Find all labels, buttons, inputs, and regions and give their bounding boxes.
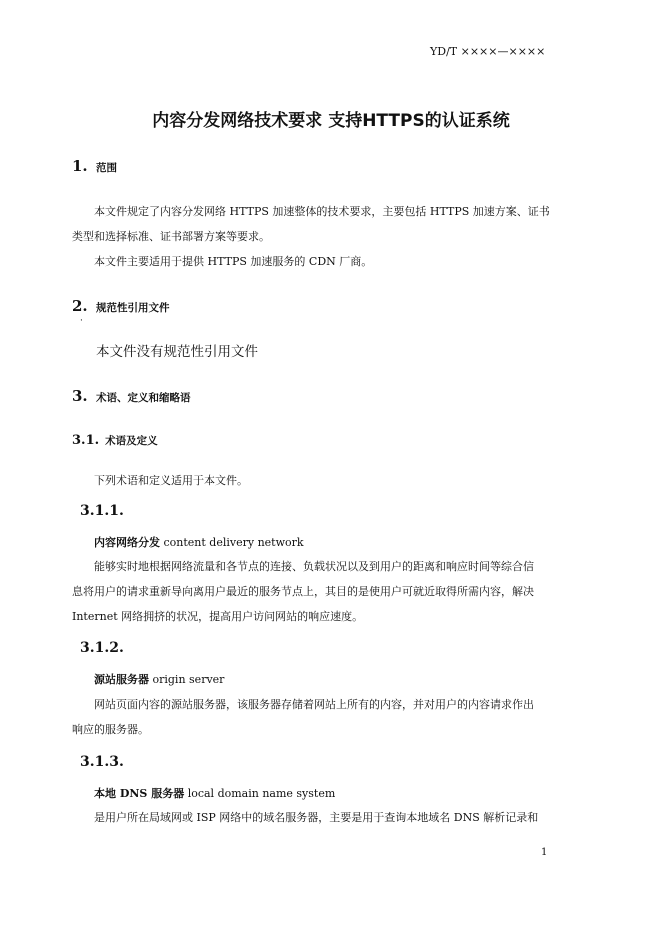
- term-3-1-1-line-1: 能够实时地根据网络流量和各节点的连接、负载状况以及到用户的距离和响应时间等综合信: [94, 560, 534, 573]
- term-chinese: 本地 DNS 服务器: [94, 787, 185, 800]
- section-title: 规范性引用文件: [96, 302, 170, 314]
- sec2-paragraph: 本文件没有规范性引用文件: [96, 344, 258, 360]
- term-english: origin server: [149, 673, 225, 686]
- section-number: 3.1.: [72, 433, 100, 448]
- sec1-paragraph-1-line-2: 类型和选择标准、证书部署方案等要求。: [72, 230, 270, 243]
- term-english: local domain name system: [184, 787, 336, 800]
- term-3-1-2-heading: [94, 671, 224, 687]
- term-chinese: 内容网络分发: [94, 536, 160, 549]
- section-2-heading: [72, 296, 170, 315]
- term-3-1-1-line-3: Internet 网络拥挤的状况，提高用户访问网站的响应速度。: [72, 610, 364, 623]
- term-3-1-1-number: 3.1.1.: [80, 503, 124, 519]
- term-chinese: 源站服务器: [94, 673, 149, 686]
- sec31-intro: 下列术语和定义适用于本文件。: [94, 474, 248, 487]
- sec1-paragraph-2: 本文件主要适用于提供 HTTPS 加速服务的 CDN 厂商。: [94, 255, 373, 268]
- section-3-1-heading: [72, 429, 158, 448]
- section-title: 范围: [96, 162, 117, 174]
- section-number: 1.: [72, 157, 88, 175]
- term-english: content delivery network: [160, 536, 304, 549]
- term-3-1-2-line-1: 网站页面内容的源站服务器，该服务器存储着网站上所有的内容，并对用户的内容请求作出: [94, 698, 534, 711]
- section-number: 3.: [72, 387, 88, 405]
- page-number: 1: [541, 847, 548, 858]
- term-3-1-3-number: 3.1.3.: [80, 754, 124, 770]
- sec1-paragraph-1-line-1: 本文件规定了内容分发网络 HTTPS 加速整体的技术要求，主要包括 HTTPS 加速方案、证书: [94, 205, 550, 218]
- section-title: 术语及定义: [105, 435, 158, 447]
- term-3-1-1-heading: [94, 534, 304, 550]
- section-title: 术语、定义和缩略语: [96, 392, 191, 404]
- term-3-1-2-number: 3.1.2.: [80, 640, 124, 656]
- document-code: YD/T ××××—××××: [430, 45, 546, 58]
- term-3-1-3-heading: [94, 785, 335, 801]
- stray-dot: ·: [80, 316, 83, 326]
- term-3-1-3-line-1: 是用户所在局域网或 ISP 网络中的域名服务器，主要是用于查询本地域名 DNS 解析记录和: [94, 811, 539, 824]
- term-3-1-1-line-2: 息将用户的请求重新导向离用户最近的服务节点上，其目的是使用户可就近取得所需内容，解决: [72, 585, 534, 598]
- section-3-heading: [72, 386, 191, 405]
- document-title: 内容分发网络技术要求 支持HTTPS的认证系统: [152, 111, 510, 131]
- section-number: 2.: [72, 297, 88, 315]
- term-3-1-2-line-2: 响应的服务器。: [72, 723, 149, 736]
- section-1-heading: [72, 156, 117, 175]
